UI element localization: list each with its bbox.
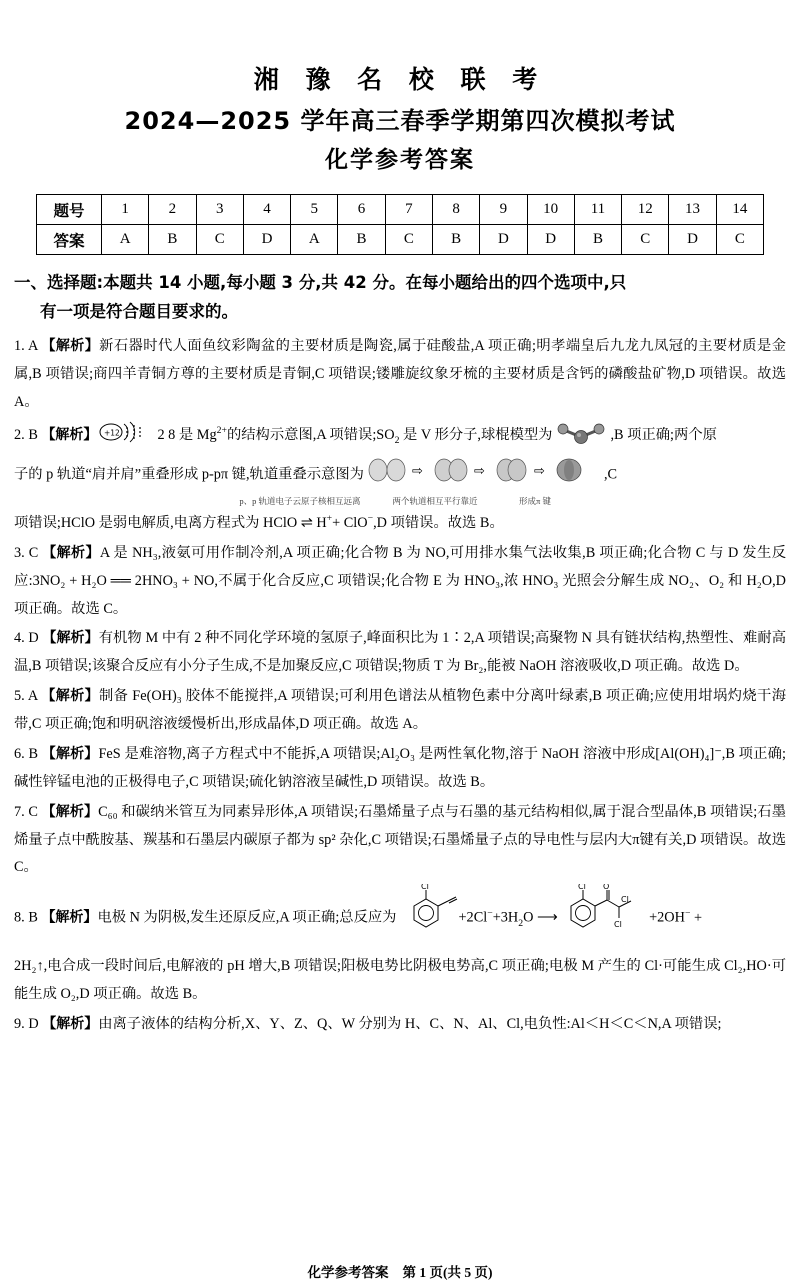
cell-num-10: 10 (527, 195, 574, 225)
list-item (14, 799, 786, 883)
item-8-number: 8. (14, 910, 25, 927)
svg-text:Cl: Cl (621, 895, 629, 905)
item-2-line-b (14, 455, 786, 510)
explanations-list (14, 333, 786, 1039)
item-2-text-a: 2 8 是 Mg (157, 426, 217, 443)
item-4-answer: D (28, 630, 39, 647)
item-3-tag: 【解析】 (42, 544, 100, 561)
list-item (14, 683, 786, 739)
orbital-caption-3: 形成π 键 (519, 496, 551, 507)
svg-text:O: O (603, 884, 610, 892)
item-2-text-a3: 是 V 形分子,球棍模型为 (399, 426, 553, 443)
item-5-text: 制备 Fe(OH)₃ 胶体不能搅拌,A 项错误;可利用色谱法从植物色素中分离叶绿素,B 项正确;应使用坩埚灼烧干海带,C 项正确;饱和明矾溶液缓慢析出,形成晶体,D 项正确。故选 A。 (14, 688, 787, 733)
svg-text:+12: +12 (104, 428, 121, 438)
page-footer (0, 1261, 800, 1281)
item-6-tag: 【解析】 (41, 745, 99, 762)
table-row-question-numbers (37, 195, 764, 225)
cell-ans-5: A (291, 225, 338, 255)
item-8-text-b: 2H₂↑,电合成一段时间后,电解液的 pH 增大,B 项错误;阳极电势比阴极电势高,C 项正确;电极 M 产生的 Cl·可能生成 Cl₂,HO·可能生成 O₂,D 项正确。故选 B。 (14, 958, 786, 1003)
item-8-tag: 【解析】 (41, 910, 98, 927)
svg-text:⇨: ⇨ (473, 462, 485, 478)
cell-num-6: 6 (338, 195, 385, 225)
cell-ans-14: C (716, 225, 763, 255)
item-1-answer: A (27, 338, 38, 355)
document-page (0, 62, 800, 1287)
item-9-text: 由离子液体的结构分析,X、Y、Z、Q、W 分别为 H、C、N、Al、Cl,电负性:Al＜H＜C＜N,A 项错误; (98, 1015, 722, 1032)
item-3-answer: C (28, 544, 39, 561)
cell-num-13: 13 (669, 195, 716, 225)
cell-ans-1: A (102, 225, 149, 255)
cell-num-4: 4 (243, 195, 290, 225)
item-6-text: FeS 是难溶物,离子方程式中不能拆,A 项错误;Al₂O₃ 是两性氧化物,溶于 NaOH 溶液中形成[Al(OH)₄]⁻,B 项正确;碱性锌锰电池的正极得电子,C 项错误;硫化钠溶液呈碱性,D 项错误。故选 B。 (14, 745, 787, 790)
cell-ans-7: C (385, 225, 432, 255)
item-8-chloride-charge: − (487, 908, 493, 920)
item-8-answer: B (28, 910, 38, 927)
item-4-tag: 【解析】 (42, 630, 99, 647)
item-5-tag: 【解析】 (41, 688, 99, 705)
cell-ans-9: D (480, 225, 527, 255)
chlorophenyl-alkyne-structure-icon (396, 884, 458, 953)
item-1-text: 新石器时代人面鱼纹彩陶盆的主要材质是陶瓷,属于硅酸盐,A 项正确;明孝端皇后九龙九凤冠的主要材质是金属,B 项错误;商四羊青铜方尊的主要材质是青铜,C 项错误;镂雕旋纹象牙梳的主要材质是含钙的磷酸盐矿物,D 项错误。故选 A。 (14, 338, 787, 410)
item-2-text-c: 项错误;HClO 是弱电解质,电离方程式为 HClO (14, 514, 298, 531)
cell-ans-13: D (669, 225, 716, 255)
item-2-text-c3: + ClO (332, 514, 368, 531)
cell-num-2: 2 (149, 195, 196, 225)
svg-text:Cl: Cl (578, 884, 586, 892)
item-2-formula-mg: 2+ (216, 424, 227, 436)
list-item (14, 419, 786, 538)
equilibrium-arrow-icon: ⇌ (297, 514, 317, 531)
item-2-text-c2: H (316, 514, 327, 531)
item-8-text-a: 电极 N 为阴极,发生还原反应,A 项正确;总反应为 (97, 910, 397, 927)
ball-stick-model-icon (552, 422, 610, 446)
answer-table-wrapper (36, 194, 764, 255)
item-2-answer: B (28, 426, 38, 443)
item-2-text-b2: ,C (603, 466, 618, 483)
item-3-text: A 是 NH₃,液氨可用作制冷剂,A 项正确;化合物 B 为 NO,可用排水集气法收集,B 项正确;化合物 C 与 D 发生反应:3NO₂ + H₂O ══ 2HNO₃ + NO,不属于化合反应,C 项错误;化合物 E 为 HNO₃,浓 HNO₃ 光照会分解生成 NO₂、O₂ 和 H₂O,D 项正确。故选 C。 (14, 544, 786, 617)
item-9-tag: 【解析】 (42, 1015, 99, 1032)
svg-text:Cl: Cl (614, 920, 622, 930)
list-item (14, 333, 786, 417)
item-7-tag: 【解析】 (41, 803, 99, 820)
item-4-number: 4. (14, 630, 25, 647)
item-9-answer: D (28, 1015, 39, 1032)
dichloro-ketone-structure-icon (561, 884, 649, 953)
item-7-text: C₆₀ 和碳纳米管互为同素异形体,A 项错误;石墨烯量子点与石墨的基元结构相似,属于混合型晶体,B 项错误;石墨烯量子点中酰胺基、羰基和石墨层内碳原子都为 sp² 杂化,C 项错误;石墨烯量子点的导电性与层内大π键有关,D 项错误。故选 C。 (14, 803, 787, 876)
item-2-text-c4: ,D 项错误。故选 B。 (373, 514, 504, 531)
item-7-number: 7. (14, 803, 25, 820)
item-8-text-a4: O (523, 910, 534, 927)
cell-num-3: 3 (196, 195, 243, 225)
item-8-text-a3: +3H (492, 910, 519, 927)
cell-ans-3: C (196, 225, 243, 255)
orbital-caption-row (14, 493, 786, 510)
exam-series-title: 湘 豫 名 校 联 考 (253, 65, 547, 94)
atomic-structure-diagram-icon (97, 419, 157, 445)
cell-ans-8: B (432, 225, 479, 255)
item-6-answer: B (28, 745, 39, 762)
exam-name-title: 2024—2025 学年高三春季学期第四次模拟考试 (124, 107, 676, 135)
item-4-text: 有机物 M 中有 2 种不同化学环境的氢原子,峰面积比为 1∶2,A 项错误;高聚物 N 具有链状结构,热塑性、难耐高温,B 项错误;该聚合反应有小分子生成,不是加聚反应,C 项错误;物质 T 为 Br₂,能被 NaOH 溶液吸收,D 项正确。故选 D。 (14, 630, 786, 675)
list-item (14, 1011, 786, 1039)
item-2-number: 2. (14, 426, 25, 443)
row-label-answer: 答案 (37, 225, 102, 255)
answer-table (36, 194, 764, 255)
svg-text:Cl: Cl (421, 884, 430, 892)
footer-page-number: 第 1 页(共 5 页) (402, 1265, 493, 1280)
item-1-number: 1. (14, 338, 25, 355)
item-8-text-a2: +2Cl (458, 910, 488, 927)
footer-label: 化学参考答案 (307, 1265, 389, 1281)
row-label-question: 题号 (37, 195, 102, 225)
item-2-text-a2: 的结构示意图,A 项错误;SO (226, 426, 395, 443)
item-5-number: 5. (14, 688, 25, 705)
cell-ans-2: B (149, 225, 196, 255)
cell-num-8: 8 (432, 195, 479, 225)
list-item (14, 540, 786, 624)
item-2-text-a4: ,B 项正确;两个原 (610, 426, 717, 443)
item-3-number: 3. (14, 544, 25, 561)
cell-ans-6: B (338, 225, 385, 255)
item-2-tag: 【解析】 (41, 426, 98, 443)
item-2-formula-so2-sub: 2 (394, 434, 400, 446)
item-6-number: 6. (14, 745, 25, 762)
item-8-line-b (14, 953, 786, 1009)
item-2-charge-plus: + (326, 513, 333, 525)
cell-ans-4: D (243, 225, 290, 255)
cell-ans-11: B (574, 225, 621, 255)
svg-text:⇨: ⇨ (411, 462, 423, 478)
item-2-line-c (14, 510, 786, 538)
item-1-tag: 【解析】 (41, 338, 100, 355)
cell-num-14: 14 (716, 195, 763, 225)
item-5-answer: A (27, 688, 38, 705)
cell-ans-12: C (622, 225, 669, 255)
section-heading-line1: 一、选择题:本题共 14 小题,每小题 3 分,共 42 分。在每小题给出的四个选项中,只 (14, 273, 627, 293)
cell-num-5: 5 (291, 195, 338, 225)
item-9-number: 9. (14, 1015, 25, 1032)
item-2-text-b: 子的 p 轨道“肩并肩”重叠形成 p-pπ 键,轨道重叠示意图为 (14, 466, 364, 483)
orbital-caption-2: 两个轨道相互平行靠近 (392, 496, 478, 507)
cell-num-1: 1 (102, 195, 149, 225)
item-8-water-sub: 2 (518, 917, 524, 929)
reaction-arrow-icon: ⟶ (533, 910, 562, 927)
list-item (14, 741, 786, 797)
svg-text:⇨: ⇨ (533, 462, 545, 478)
cell-num-7: 7 (385, 195, 432, 225)
item-8-text-a5: +2OH (649, 910, 685, 927)
item-8-hydroxide-charge: − + (684, 908, 703, 927)
list-item (14, 884, 786, 1009)
list-item (14, 625, 786, 681)
cell-ans-10: D (527, 225, 574, 255)
cell-num-12: 12 (622, 195, 669, 225)
orbital-overlap-diagram-icon (364, 455, 604, 496)
subject-answer-title: 化学参考答案 (325, 147, 475, 174)
section-heading-line2: 有一项是符合题目要求的。 (40, 302, 238, 322)
item-2-charge-minus: − (367, 513, 374, 525)
cell-num-9: 9 (480, 195, 527, 225)
orbital-caption-1: p、p 轨道电子云原子核相互远离 (239, 496, 361, 507)
cell-num-11: 11 (574, 195, 621, 225)
item-7-answer: C (28, 803, 38, 820)
table-row-answers (37, 225, 764, 255)
title-block (0, 62, 800, 176)
section-heading (14, 269, 786, 327)
